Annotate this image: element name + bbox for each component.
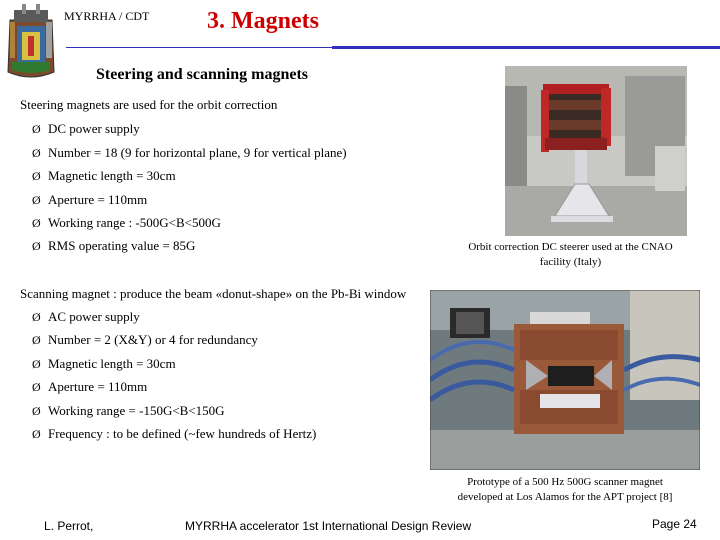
scanner-caption: Prototype of a 500 Hz 500G scanner magnet developed at Los Alamos for the APT project [8] xyxy=(457,476,673,503)
steering-bullet: Ø Aperture = 110mm xyxy=(32,192,148,207)
steering-bullet: Ø Number = 18 (9 for horizontal plane, 9 for vertical plane) xyxy=(32,145,347,160)
scanning-bullet: Ø Frequency : to be defined (~few hundreds of Hertz) xyxy=(32,426,317,441)
slide-title: 3. Magnets xyxy=(207,8,319,34)
bullet-arrow-icon: Ø xyxy=(32,193,41,207)
scanning-bullet: Ø Working range = -150G<B<150G xyxy=(32,403,225,418)
reactor-logo xyxy=(2,2,60,82)
org-label: MYRRHA / CDT xyxy=(64,9,150,23)
title-rule-thick xyxy=(332,46,720,49)
steerer-caption: Orbit correction DC steerer used at the CNAO facility (Italy) xyxy=(468,241,673,268)
scanning-bullet: Ø Aperture = 110mm xyxy=(32,379,148,394)
title-rule-thin xyxy=(66,47,332,48)
scanning-bullet: Ø Number = 2 (X&Y) or 4 for redundancy xyxy=(32,332,258,347)
scanner-photo xyxy=(430,290,700,470)
steering-bullet: Ø DC power supply xyxy=(32,121,140,136)
steerer-photo xyxy=(505,66,687,236)
bullet-arrow-icon: Ø xyxy=(32,216,41,230)
bullet-arrow-icon: Ø xyxy=(32,427,41,441)
scanning-bullet: Ø AC power supply xyxy=(32,309,140,324)
steering-bullet: Ø RMS operating value = 85G xyxy=(32,238,196,253)
bullet-arrow-icon: Ø xyxy=(32,380,41,394)
bullet-arrow-icon: Ø xyxy=(32,404,41,418)
scanning-intro: Scanning magnet : produce the beam «donut-shape» on the Pb-Bi window xyxy=(20,286,407,301)
bullet-arrow-icon: Ø xyxy=(32,146,41,160)
bullet-arrow-icon: Ø xyxy=(32,169,41,183)
steering-bullet: Ø Working range : -500G<B<500G xyxy=(32,215,221,230)
bullet-arrow-icon: Ø xyxy=(32,239,41,253)
footer-conference: MYRRHA accelerator 1st International Design Review xyxy=(185,519,472,533)
bullet-arrow-icon: Ø xyxy=(32,357,41,371)
slide-subtitle: Steering and scanning magnets xyxy=(96,66,309,83)
steering-bullet: Ø Magnetic length = 30cm xyxy=(32,168,176,183)
steering-intro: Steering magnets are used for the orbit correction xyxy=(20,97,278,112)
scanning-bullet: Ø Magnetic length = 30cm xyxy=(32,356,176,371)
bullet-arrow-icon: Ø xyxy=(32,122,41,136)
footer-author: L. Perrot, xyxy=(44,519,94,533)
bullet-arrow-icon: Ø xyxy=(32,333,41,347)
bullet-arrow-icon: Ø xyxy=(32,310,41,324)
footer-page-number: Page 24 xyxy=(652,517,697,531)
